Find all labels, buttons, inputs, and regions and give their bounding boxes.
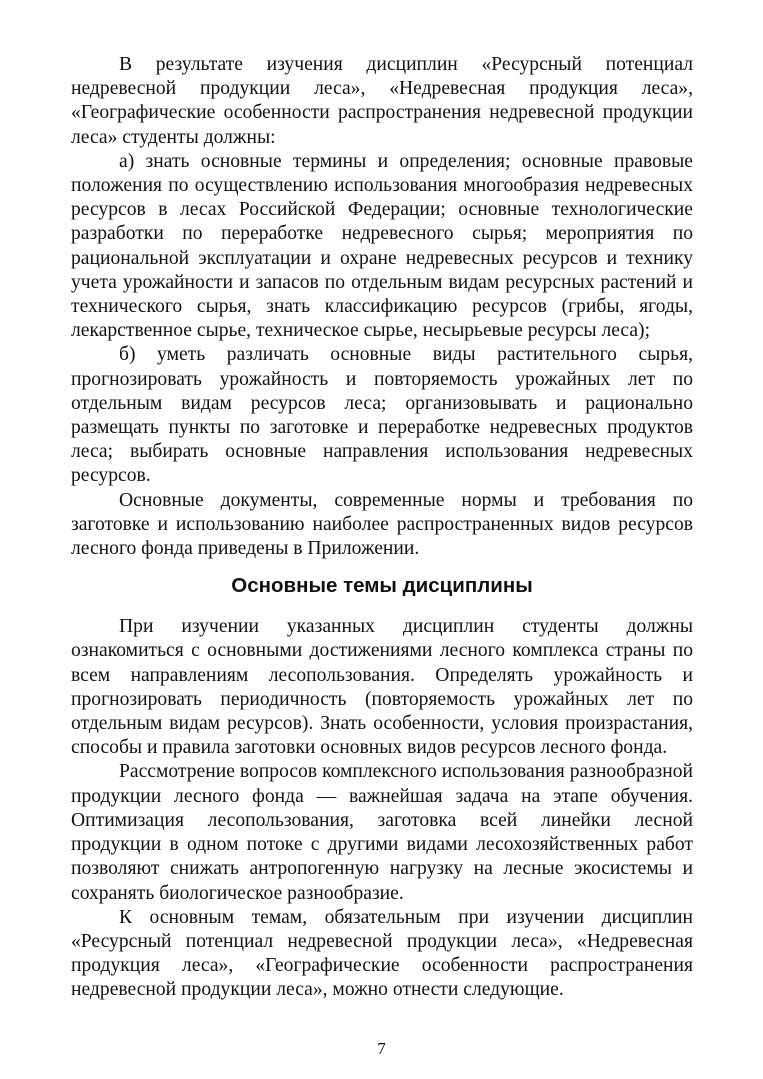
paragraph-main-topics: К основным темам, обязательным при изучении дисциплин «Ресурсный потенциал недревесной продукции леса», «Недревесная продукция леса», «Географические особенности распространения недревесной продукции леса», можно отнести следующие. bbox=[71, 906, 693, 1001]
paragraph-intro: В результате изучения дисциплин «Ресурсный потенциал недревесной продукции леса», «Недревесная продукция леса», «Географические особенности распространения недревесной продукции леса» студенты должны: bbox=[71, 54, 693, 148]
paragraph-item-b: б) уметь различать основные виды растительного сырья, прогнозировать урожайность и повторяемость урожайных лет по отдельным видам ресурсов леса; организовывать и рационально размещать пункты по заготовке и переработке недревесных продуктов леса; выбирать основные направления использования недревесных ресурсов. bbox=[71, 344, 693, 487]
paragraph-study: При изучении указанных дисциплин студенты должны ознакомиться с основными достижениями лесного комплекса страны по всем направлениям лесопользования. Определять урожайность и прогнозировать периодичность (повторяемость урожайных лет по отдельным видам ресурсов). Знать особенности, условия произрастания, способы и правила заготовки основных видов ресурсов лесного фонда. bbox=[71, 616, 693, 759]
page-content bbox=[71, 53, 693, 1003]
paragraph-item-a: а) знать основные термины и определения; основные правовые положения по осуществлению использования многообразия недревесных ресурсов в лесах Российской Федерации; основные технологические разработки по переработке недревесного сырья; мероприятия по рациональной эксплуатации и охране недревесных ресурсов и технику учета урожайности и запасов по отдельным видам ресурсных растений и технического сырья, знать классификацию ресурсов (грибы, ягоды, лекарственное сырье, техническое сырье, несырьевые ресурсы леса); bbox=[71, 150, 693, 342]
section-heading: Основные темы дисциплины bbox=[231, 574, 533, 598]
page-number: 7 bbox=[377, 1039, 386, 1058]
paragraph-documents: Основные документы, современные нормы и требования по заготовке и использованию наиболее распространенных видов ресурсов лесного фонда приведены в Приложении. bbox=[71, 489, 693, 560]
paragraph-complex-use: Рассмотрение вопросов комплексного использования разнообразной продукции лесного фонда — важнейшая задача на этапе обучения. Оптимизация лесопользования, заготовка всей линейки лесной продукции в одном потоке с другими видами лесохозяйственных работ позволяют снижать антропогенную нагрузку на лесные экосистемы и сохранять биологическое разнообразие. bbox=[71, 761, 693, 904]
